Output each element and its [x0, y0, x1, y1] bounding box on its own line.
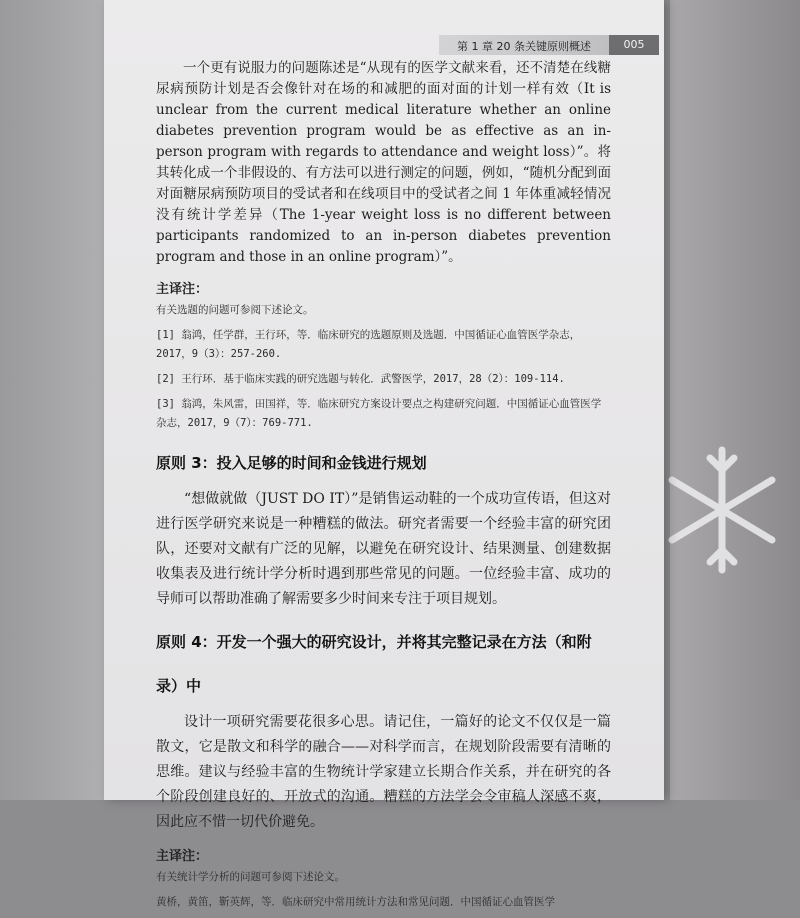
- note-intro: 有关选题的问题可参阅下述论文。: [156, 304, 314, 316]
- section-heading-principle-4: 原则 4：开发一个强大的研究设计，并将其完整记录在方法（和附录）中: [156, 633, 592, 695]
- reference-item: [3] 翁鸿，朱风雷，田国祥，等．临床研究方案设计要点之构建研究问题．中国循证心血管医学杂志，2017，9（7）：769-771.: [156, 398, 602, 429]
- reference-item: 黄桥，黄笛，靳英辉，等．临床研究中常用统计方法和常见问题．中国循证心血管医学: [156, 896, 555, 908]
- reference-item: [2] 王行环．基于临床实践的研究选题与转化．武警医学，2017，28（2）：109-114.: [156, 373, 565, 385]
- paragraph-problem-statement: 一个更有说服力的问题陈述是“从现有的医学文献来看，还不清楚在线糖尿病预防计划是否会像针对在场的和减肥的面对面的计划一样有效（It is unclear from the current medical literature whether an online diabetes prevention program would be as effective as an in-person program with regards to attendance and weight loss）”。将其转化成一个非假设的、有方法可以进行测定的问题，例如，“随机分配到面对面糖尿病预防项目的受试者和在线项目中的受试者之间 1 年体重减轻情况没有统计学差异（The 1-year weight loss is no different between participants randomized to an in-person diabetes prevention program and those in an online program）”。: [156, 60, 611, 265]
- translator-note: [156, 301, 611, 433]
- paragraph-principle-4: 设计一项研究需要花很多心思。请记住，一篇好的论文不仅仅是一篇散文，它是散文和科学的融合——对科学而言，在规划阶段需要有清晰的思维。建议与经验丰富的生物统计学家建立长期合作关系，并在研究的各个阶段创建良好的、开放式的沟通。糟糕的方法学会令审稿人深感不爽，因此应不惜一切代价避免。: [156, 714, 611, 830]
- chapter-title: 第 1 章 20 条关键原则概述: [457, 40, 591, 53]
- running-header: [439, 35, 659, 55]
- page-number-badge: 005: [609, 35, 659, 55]
- translator-note-title: 主译注：: [156, 849, 209, 864]
- translator-note-title: 主译注：: [156, 282, 209, 297]
- section-heading-principle-3: 原则 3：投入足够的时间和金钱进行规划: [156, 454, 427, 472]
- snowflake-decoration-icon: [662, 440, 782, 580]
- reference-item: [1] 翁鸿，任学群，王行环，等．临床研究的选题原则及选题．中国循证心血管医学杂志，2017，9（3）：257-260.: [156, 329, 581, 360]
- background-right: [670, 0, 800, 800]
- book-page: [104, 0, 664, 908]
- translator-note: [156, 868, 611, 912]
- paragraph-principle-3: “想做就做（JUST DO IT）”是销售运动鞋的一个成功宣传语，但这对进行医学研究来说是一种糟糕的做法。研究者需要一个经验丰富的研究团队，还要对文献有广泛的见解，以避免在研究设计、结果测量、创建数据收集表及进行统计学分析时遇到那些常见的问题。一位经验丰富、成功的导师可以帮助准确了解需要多少时间来专注于项目规划。: [156, 491, 611, 607]
- note-intro: 有关统计学分析的问题可参阅下述论文。: [156, 871, 345, 883]
- page-content: [156, 58, 611, 918]
